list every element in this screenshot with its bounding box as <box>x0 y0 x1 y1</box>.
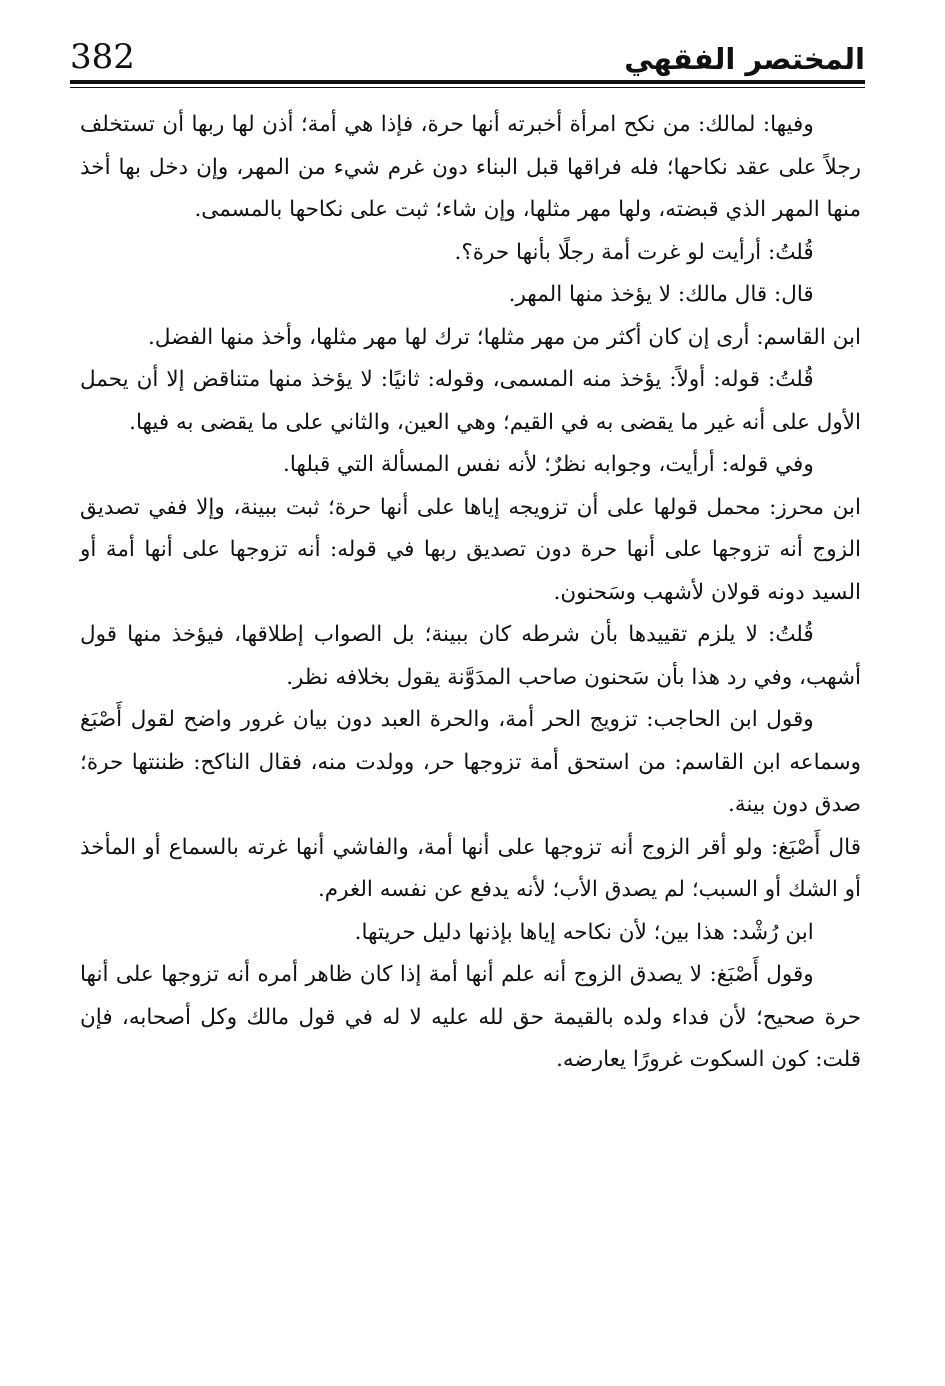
paragraph: وفيها: لمالك: من نكح امرأة أخبرته أنها حرة، فإذا هي أمة؛ أذن لها ربها أن تستخلف رجلاً على عقد نكاحها؛ فله فراقها قبل البناء دون غرم شيء من المهر، وإن دخل بها أخذ منها المهر الذي قبضته، ولها مهر مثلها، وإن شاء؛ ثبت على نكاحها بالمسمى. <box>80 112 861 222</box>
body-text <box>80 104 861 1082</box>
paragraph: قُلتُ: قوله: أولاً: يؤخذ منه المسمى، وقوله: ثانيًا: لا يؤخذ منها متناقض إلا أن يحمل الأول على أنه غير ما يقضى به في القيم؛ وهي العين، والثاني على ما يقضى به فيها. <box>80 367 861 435</box>
paragraph: قُلتُ: لا يلزم تقييدها بأن شرطه كان ببينة؛ بل الصواب إطلاقها، فيؤخذ منها قول أشهب، وفي رد هذا بأن سَحنون صاحب المدَوَّنة يقول بخلافه نظر. <box>80 622 861 690</box>
header-rule-thick <box>70 80 865 84</box>
header-rule-thin <box>70 87 865 88</box>
paragraph: وقول أَصْبَغ: لا يصدق الزوج أنه علم أنها أمة إذا كان ظاهر أمره أنه تزوجها على أنها حرة صحيح؛ لأن فداء ولده بالقيمة حق لله عليه لا له في قول مالك وكل أصحابه، فإن قلت: كون السكوت غرورًا يعارضه. <box>80 962 861 1072</box>
page-header <box>70 28 865 77</box>
book-title: المختصر الفقهي <box>624 42 865 76</box>
paragraph: وقول ابن الحاجب: تزويج الحر أمة، والحرة العبد دون بيان غرور واضح لقول أَصْبَغ وسماعه ابن القاسم: من استحق أمة تزوجها حر، وولدت منه، فقال الناكح: ظننتها حرة؛ صدق دون بينة. <box>80 707 861 817</box>
paragraph: قُلتُ: أرأيت لو غرت أمة رجلًا بأنها حرة؟. <box>454 239 814 265</box>
page-number: 382 <box>70 37 135 77</box>
paragraph: قال: قال مالك: لا يؤخذ منها المهر. <box>508 282 814 307</box>
paragraph: قال أَصْبَغ: ولو أقر الزوج أنه تزوجها على أنها أمة، والفاشي أنها غرته بالسماع أو المأخذ أو الشك أو السبب؛ لم يصدق الأب؛ لأنه يدفع عن نفسه الغرم. <box>80 834 861 902</box>
paragraph: ابن القاسم: أرى إن كان أكثر من مهر مثلها؛ ترك لها مهر مثلها، وأخذ منها الفضل. <box>148 324 861 350</box>
paragraph: ابن محرز: محمل قولها على أن تزويجه إياها على أنها حرة؛ ثبت ببينة، وإلا ففي تصديق الزوج أنه تزوجها على أنها حرة دون تصديق ربها في قوله: أنه تزوجها على أنها أمة أو السيد دونه قولان لأشهب وسَحنون. <box>80 494 861 605</box>
paragraph: وفي قوله: أرأيت، وجوابه نظرٌ؛ لأنه نفس المسألة التي قبلها. <box>283 452 814 477</box>
paragraph: ابن رُشْد: هذا بين؛ لأن نكاحه إياها بإذنها دليل حريتها. <box>354 919 814 945</box>
